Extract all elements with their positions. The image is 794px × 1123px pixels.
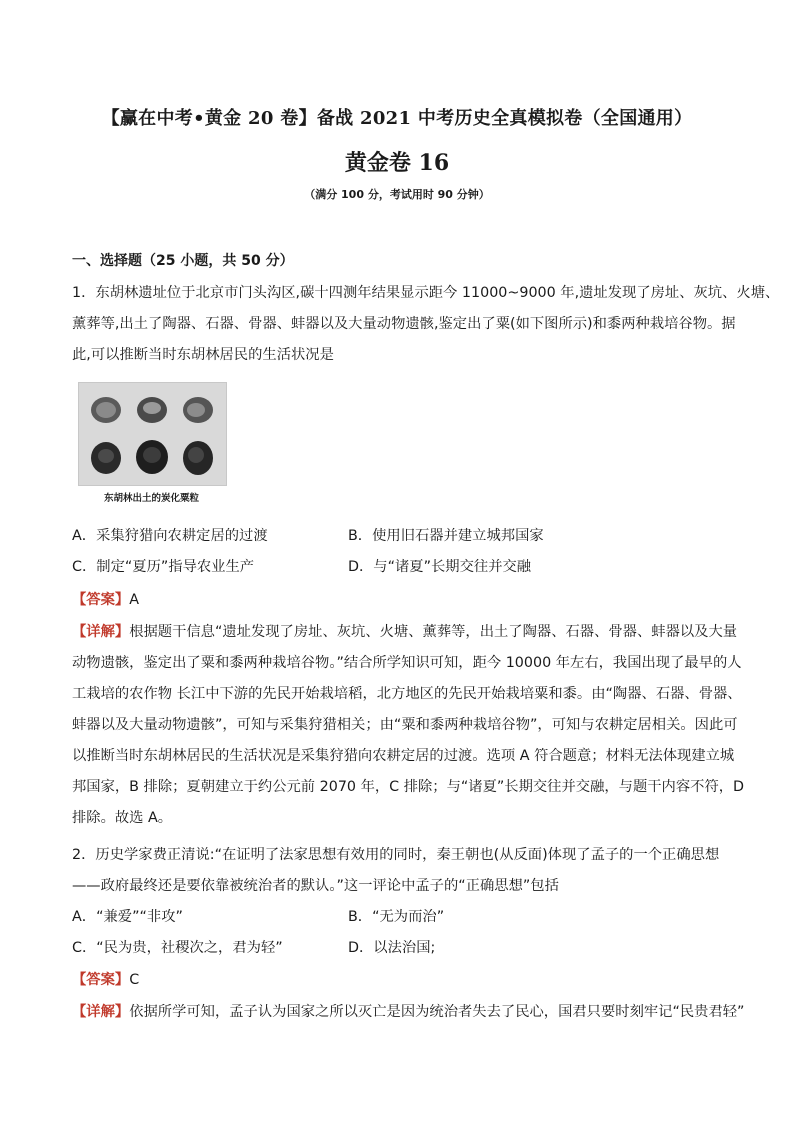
q1-detail-line-3: 工栽培的农作物 长江中下游的先民开始栽培稻，北方地区的先民开始栽培粟和黍。由“陶器、石器、骨器、 xyxy=(72,686,742,702)
q1-detail-line-4: 蚌器以及大量动物遗骸”，可知与采集狩猎相关；由“粟和黍两种栽培谷物”，可知与农耕定居相关。因此可 xyxy=(72,717,738,733)
millet-grains-image xyxy=(79,383,226,485)
q1-option-d: D．与“诸夏”长期交往并交融 xyxy=(348,559,532,575)
q1-option-a: A．采集狩猎向农耕定居的过渡 xyxy=(72,528,268,544)
q1-detail-line-1 xyxy=(72,622,737,642)
answer-tag: 【答案】 xyxy=(72,972,130,988)
answer-value: C xyxy=(129,972,140,988)
millet-photo xyxy=(78,382,227,486)
exam-title: 【赢在中考•黄金 20 卷】备战 2021 中考历史全真模拟卷（全国通用） xyxy=(101,108,693,129)
q1-line-2: 薰葬等,出土了陶器、石器、骨器、蚌器以及大量动物遗骸,鉴定出了粟(如下图所示)和黍两种栽培谷物。据 xyxy=(72,316,736,332)
q1-detail-line-5: 以推断当时东胡林居民的生活状况是采集狩猎向农耕定居的过渡。选项 A 符合题意；材料无法体现建立城 xyxy=(72,748,735,764)
q2-option-a: A．“兼爱”“非攻” xyxy=(72,909,183,925)
q1-line-3: 此,可以推断当时东胡林居民的生活状况是 xyxy=(72,347,334,363)
q1-option-b: B．使用旧石器并建立城邦国家 xyxy=(348,528,544,544)
detail-tag: 【详解】 xyxy=(72,624,130,640)
section-heading: 一、选择题（25 小题，共 50 分） xyxy=(72,253,294,269)
q1-answer xyxy=(72,590,139,610)
figure-caption: 东胡林出土的炭化粟粒 xyxy=(103,493,199,504)
q1-option-c: C．制定“夏历”指导农业生产 xyxy=(72,559,255,575)
score-note: （满分 100 分，考试用时 90 分钟） xyxy=(304,188,490,201)
q1-detail-line-6: 邦国家，B 排除；夏朝建立于约公元前 2070 年，C 排除；与“诸夏”长期交往并交融，与题干内容不符，D xyxy=(72,779,745,795)
q2-option-d: D．以法治国; xyxy=(348,940,436,956)
q2-line-1: 2．历史学家费正清说:“在证明了法家思想有效用的同时，秦王朝也(从反面)体现了孟子的一个正确思想 xyxy=(72,847,720,863)
answer-value: A xyxy=(129,592,139,608)
q2-option-c: C．“民为贵，社稷次之，君为轻” xyxy=(72,940,283,956)
paper-number: 黄金卷 16 xyxy=(344,150,450,176)
detail-tag: 【详解】 xyxy=(72,1004,130,1020)
q1-detail-line-2: 动物遗骸，鉴定出了粟和黍两种栽培谷物。”结合所学知识可知，距今 10000 年左右，我国出现了最早的人 xyxy=(72,655,742,671)
q2-detail-line-1 xyxy=(72,1002,744,1022)
q1-line-1: 1．东胡林遗址位于北京市门头沟区,碳十四测年结果显示距今 11000~9000 年,遗址发现了房址、灰坑、火塘、 xyxy=(72,285,780,301)
q1-detail-line-7: 排除。故选 A。 xyxy=(72,810,173,826)
detail-text: 依据所学可知，孟子认为国家之所以灭亡是因为统治者失去了民心，国君只要时刻牢记“民贵君轻” xyxy=(129,1004,745,1020)
q2-option-b: B．“无为而治” xyxy=(348,909,445,925)
q2-answer xyxy=(72,970,139,990)
detail-text: 根据题干信息“遗址发现了房址、灰坑、火塘、薰葬等，出土了陶器、石器、骨器、蚌器以及大量 xyxy=(129,624,738,640)
q2-line-2: ——政府最终还是要依靠被统治者的默认。”这一评论中孟子的“正确思想”包括 xyxy=(72,878,559,894)
answer-tag: 【答案】 xyxy=(72,592,130,608)
